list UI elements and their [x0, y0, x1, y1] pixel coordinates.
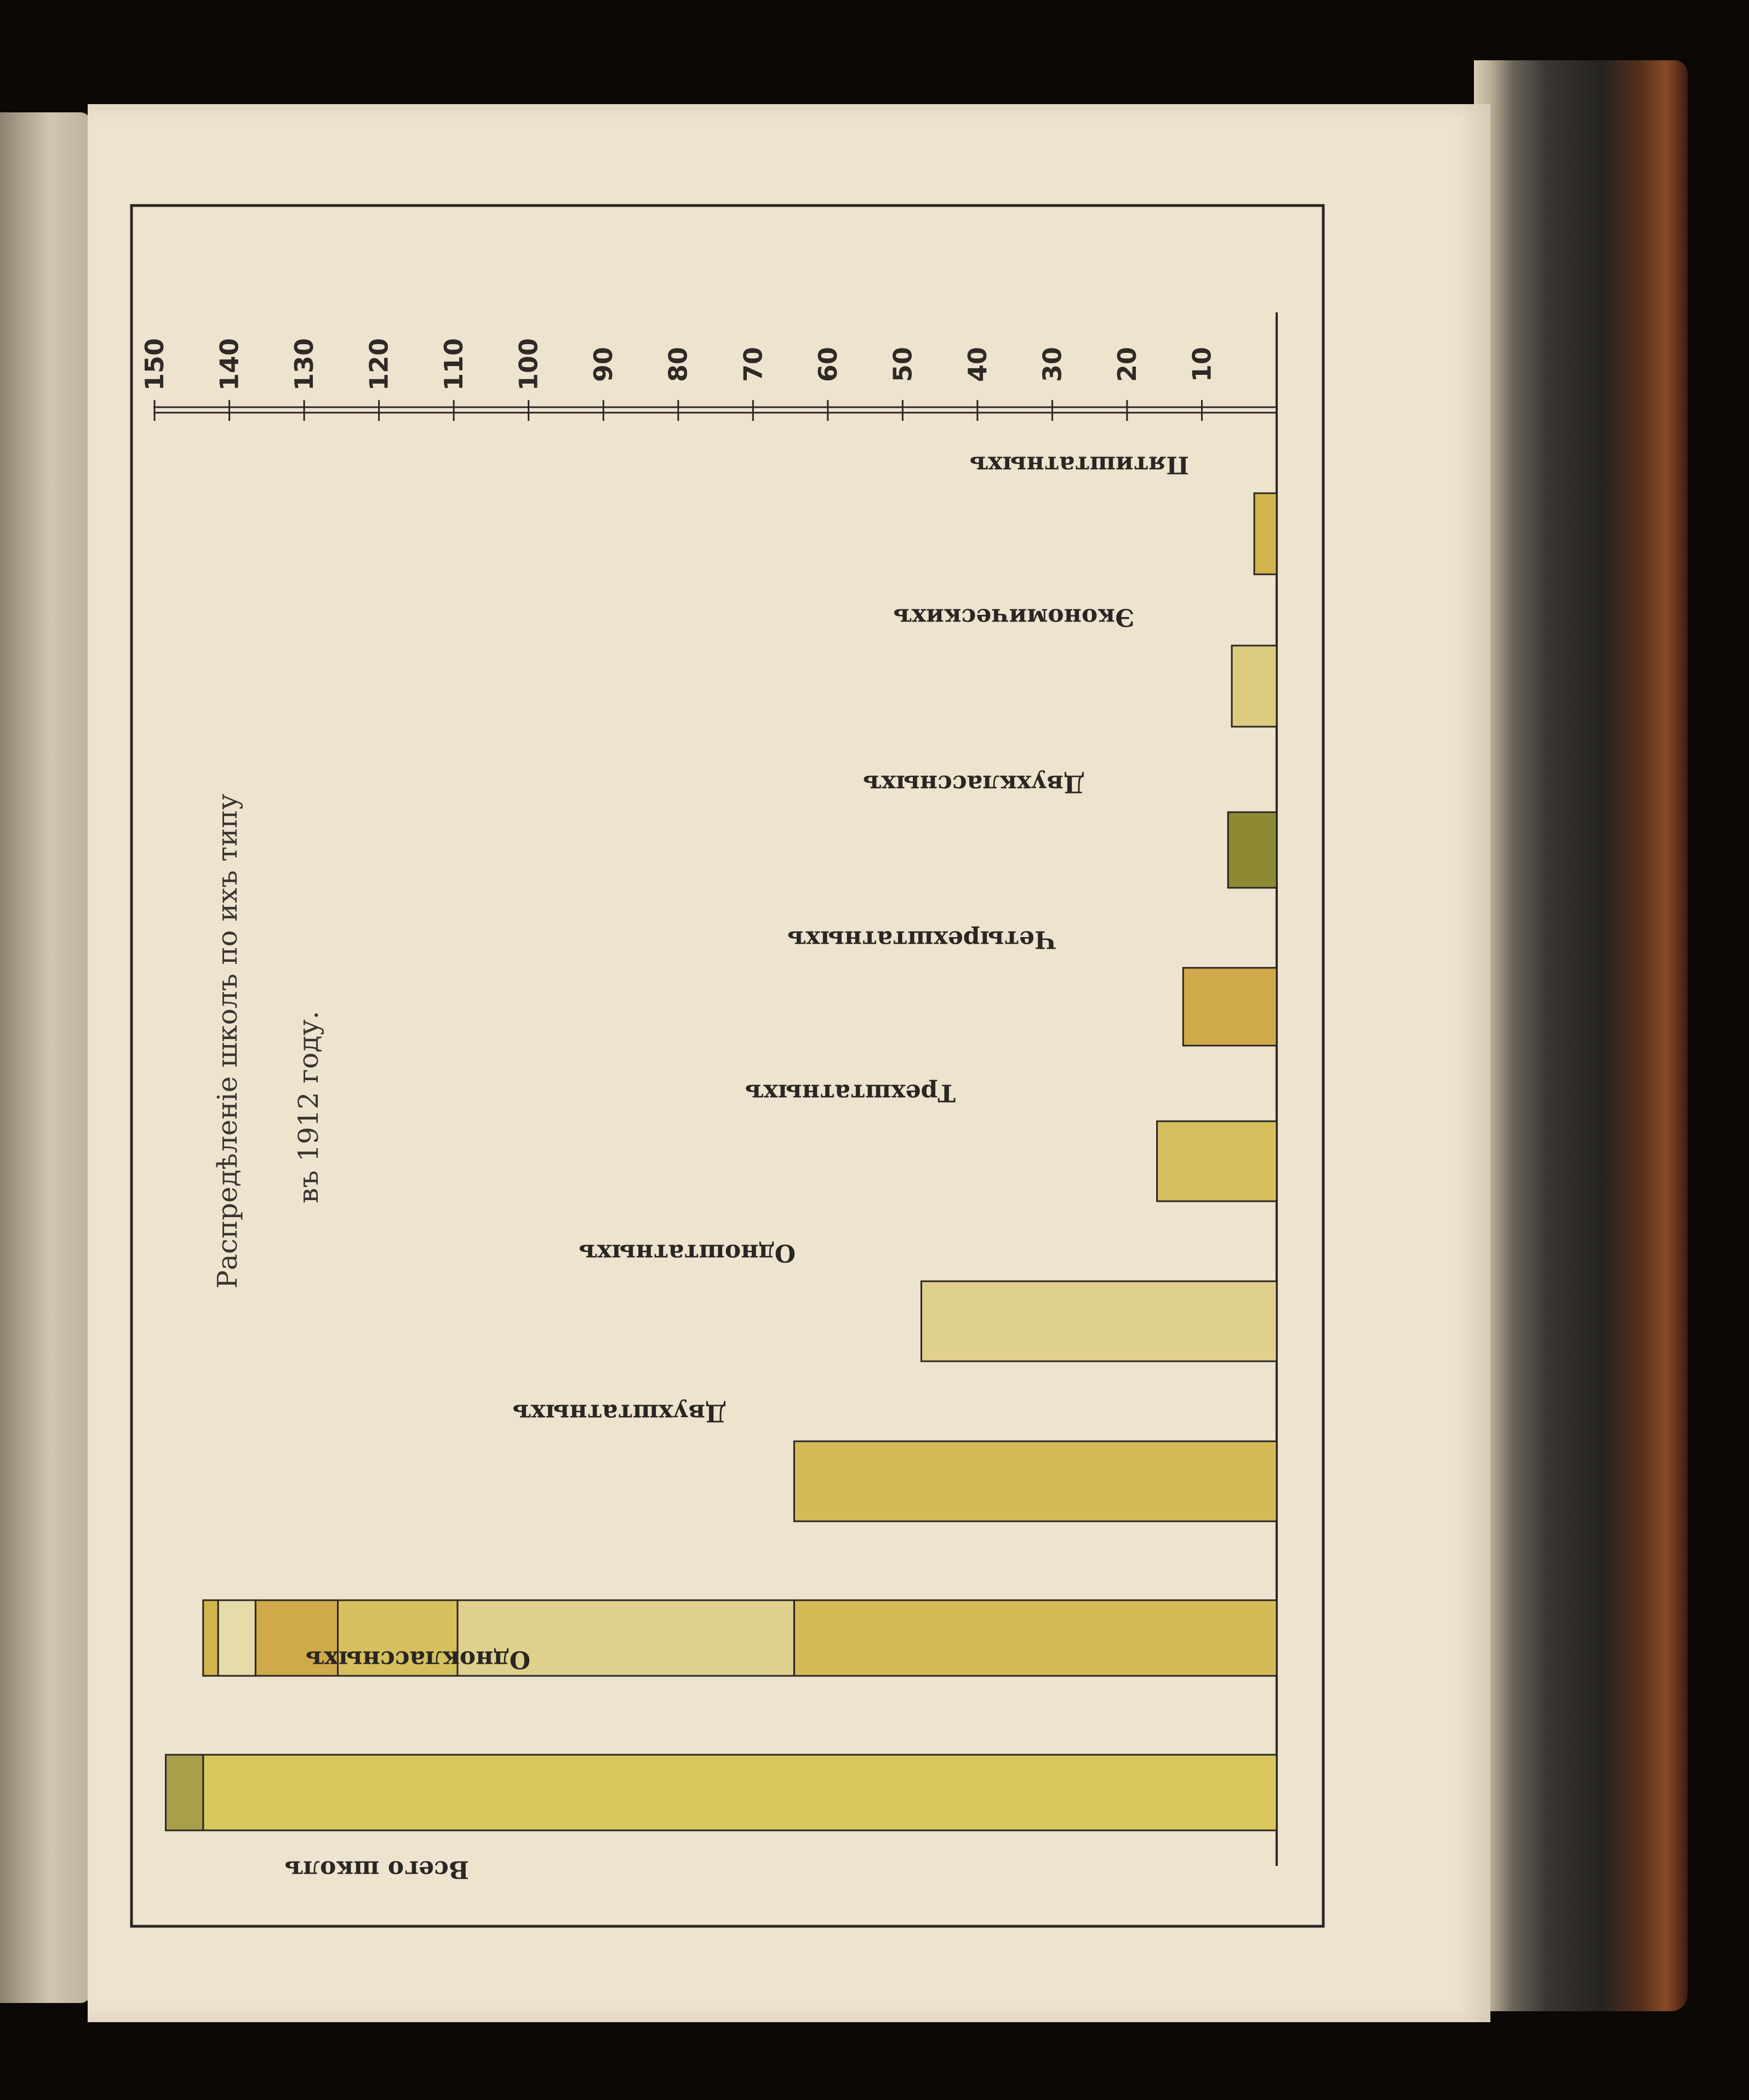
tick-label: 30	[1037, 346, 1067, 383]
tick-label: 130	[289, 338, 319, 391]
bar-segment	[794, 1600, 1277, 1676]
bar-label: Пятиштатныхъ	[969, 450, 1189, 479]
tick-label: 70	[738, 346, 768, 383]
bar-label: Двухклассныхъ	[862, 769, 1085, 798]
tick-label: 50	[888, 346, 918, 383]
chart-page	[88, 104, 1490, 2022]
tick-label: 150	[140, 338, 169, 391]
book-page-edges	[1474, 60, 1688, 2011]
bar-segment	[165, 1755, 203, 1830]
tick-label: 120	[364, 338, 394, 391]
tick-label: 90	[588, 346, 619, 383]
bar-segment	[218, 1600, 255, 1676]
bar	[1228, 812, 1277, 888]
bar	[1183, 968, 1277, 1046]
bar-label: Четырехштатныхъ	[787, 925, 1056, 954]
tick-label: 140	[214, 338, 244, 391]
tick-label: 100	[513, 338, 544, 391]
bar-label: Одноклассныхъ	[305, 1645, 530, 1674]
bar-label: Всего школъ	[284, 1855, 469, 1884]
tick-label: 60	[813, 346, 843, 383]
bar-segment	[203, 1755, 1277, 1830]
bar	[794, 1441, 1277, 1521]
bar-chart	[88, 104, 1490, 2022]
tick-label: 40	[962, 346, 992, 383]
left-page-edge	[0, 112, 90, 2003]
bars	[165, 451, 1277, 1884]
bar-label: Двухштатныхъ	[512, 1399, 727, 1427]
chart-subtitle: въ 1912 году.	[293, 1011, 324, 1203]
bar-segment	[203, 1600, 218, 1676]
bar-label: Одноштатныхъ	[579, 1239, 796, 1267]
tick-label: 10	[1187, 346, 1217, 383]
tick-label: 80	[663, 346, 693, 383]
bar-label: Трехштатныхъ	[745, 1078, 956, 1107]
bar	[1232, 646, 1277, 727]
bar	[1254, 493, 1277, 574]
tick-label: 110	[439, 338, 469, 391]
bar-label: Экономическихъ	[893, 603, 1134, 631]
chart-title: Распредѣленіе школъ по ихъ типу	[212, 794, 243, 1289]
chart-title-group	[212, 794, 324, 1288]
bar	[921, 1281, 1277, 1361]
tick-label: 20	[1112, 346, 1142, 383]
bar	[1157, 1121, 1277, 1201]
